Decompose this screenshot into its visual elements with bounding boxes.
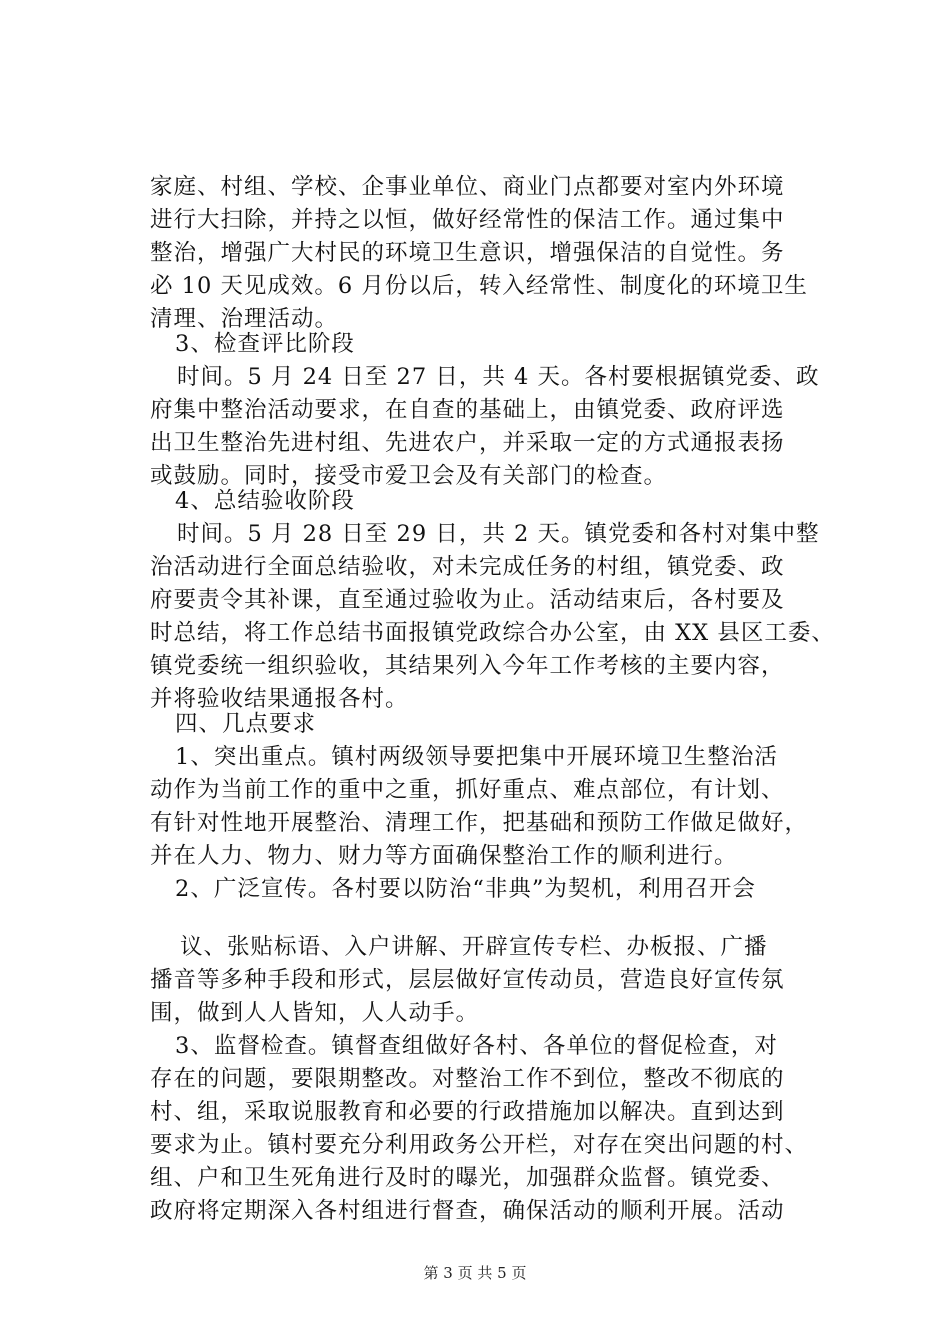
paragraph-line: 府集中整治活动要求，在自查的基础上，由镇党委、政府评选 (150, 397, 785, 423)
paragraph-line: 要求为止。镇村要充分利用政务公开栏，对存在突出问题的村、 (150, 1132, 809, 1158)
section-heading: 3、检查评比阶段 (175, 331, 355, 357)
paragraph-line: 或鼓励。同时，接受市爱卫会及有关部门的检查。 (150, 463, 668, 489)
paragraph-line: 并在人力、物力、财力等方面确保整治工作的顺利进行。 (150, 843, 738, 869)
paragraph-line: 2、广泛宣传。各村要以防治“非典”为契机，利用召开会 (175, 876, 756, 902)
paragraph-line: 时间。5 月 24 日至 27 日，共 4 天。各村要根据镇党委、政 (177, 364, 820, 390)
section-heading: 四、几点要求 (175, 711, 317, 737)
paragraph-line: 治活动进行全面总结验收，对未完成任务的村组，镇党委、政 (150, 554, 785, 580)
paragraph-line: 清理、治理活动。 (150, 306, 339, 332)
paragraph-line: 播音等多种手段和形式，层层做好宣传动员，营造良好宣传氛 (150, 967, 785, 993)
paragraph-line: 3、监督检查。镇督查组做好各村、各单位的督促检查，对 (175, 1033, 778, 1059)
paragraph-line: 1、突出重点。镇村两级领导要把集中开展环境卫生整治活 (175, 744, 778, 770)
paragraph-line: 有针对性地开展整治、清理工作，把基础和预防工作做足做好， (150, 810, 809, 836)
paragraph-line: 府要责令其补课，直至通过验收为止。活动结束后，各村要及 (150, 587, 785, 613)
paragraph-line: 围，做到人人皆知，人人动手。 (150, 1000, 480, 1026)
paragraph-line: 进行大扫除，并持之以恒，做好经常性的保洁工作。通过集中 (150, 207, 785, 233)
paragraph-line: 动作为当前工作的重中之重，抓好重点、难点部位，有计划、 (150, 777, 785, 803)
paragraph-line: 出卫生整治先进村组、先进农户，并采取一定的方式通报表扬 (150, 430, 785, 456)
paragraph-line: 镇党委统一组织验收，其结果列入今年工作考核的主要内容， (150, 653, 785, 679)
paragraph-line: 政府将定期深入各村组进行督查，确保活动的顺利开展。活动 (150, 1198, 785, 1224)
paragraph-line: 议、张贴标语、入户讲解、开辟宣传专栏、办板报、广播 (180, 934, 768, 960)
paragraph-line: 时总结，将工作总结书面报镇党政综合办公室，由 XX 县区工委、 (150, 620, 835, 646)
paragraph-line: 并将验收结果通报各村。 (150, 686, 409, 712)
paragraph-line: 村、组，采取说服教育和必要的行政措施加以解决。直到达到 (150, 1099, 785, 1125)
paragraph-line: 时间。5 月 28 日至 29 日，共 2 天。镇党委和各村对集中整 (177, 521, 820, 547)
section-heading: 4、总结验收阶段 (175, 488, 355, 514)
paragraph-line: 存在的问题，要限期整改。对整治工作不到位，整改不彻底的 (150, 1066, 785, 1092)
paragraph-line: 组、户和卫生死角进行及时的曝光，加强群众监督。镇党委、 (150, 1165, 785, 1191)
paragraph-line: 家庭、村组、学校、企事业单位、商业门点都要对室内外环境 (150, 174, 785, 200)
paragraph-line: 整治，增强广大村民的环境卫生意识，增强保洁的自觉性。务 (150, 240, 785, 266)
paragraph-line: 必 10 天见成效。6 月份以后，转入经常性、制度化的环境卫生 (150, 273, 808, 299)
page-number-footer: 第 3 页 共 5 页 (423, 1264, 527, 1282)
